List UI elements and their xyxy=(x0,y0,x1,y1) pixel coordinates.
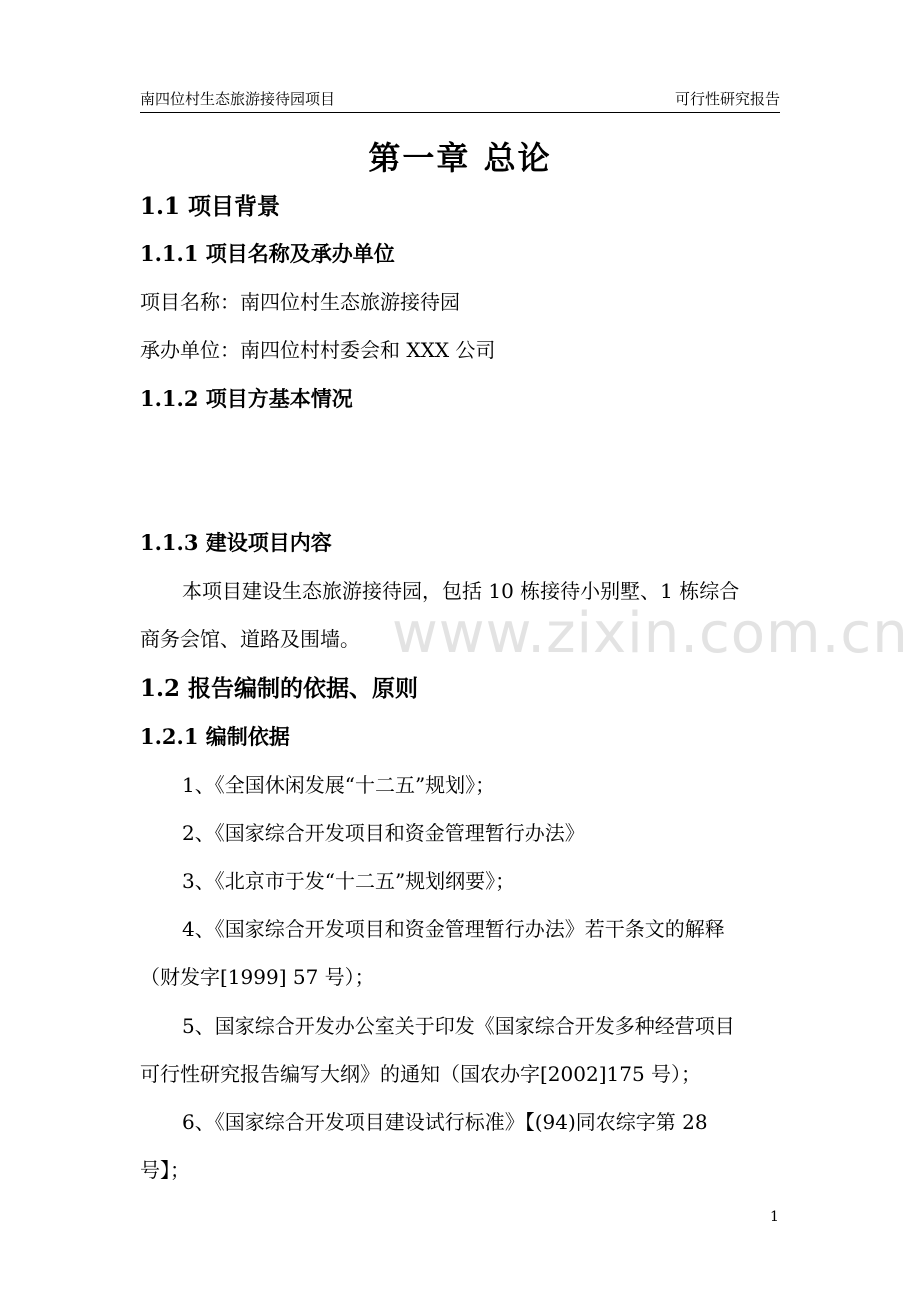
content-paragraph-line-2: 商务会馆、道路及围墙。 xyxy=(140,627,360,651)
project-name-line: 项目名称：南四位村生态旅游接待园 xyxy=(140,290,460,314)
basis-item-3: 3、《北京市于发“十二五”规划纲要》； xyxy=(182,869,516,893)
basis-item-5-line-2: 可行性研究报告编写大纲》的通知（国农办字[2002]175 号）； xyxy=(140,1062,702,1086)
basis-item-5-line-1: 5、国家综合开发办公室关于印发《国家综合开发多种经营项目 xyxy=(182,1014,735,1038)
header-project-title: 南四位村生态旅游接待园项目 xyxy=(140,90,336,108)
chapter-title: 第一章 总论 xyxy=(368,139,552,177)
section-heading-1-1-2: 1.1.2 项目方基本情况 xyxy=(140,386,353,411)
content-paragraph-line-1: 本项目建设生态旅游接待园，包括 10 栋接待小别墅、1 栋综合 xyxy=(182,579,740,603)
page-number: 1 xyxy=(770,1209,779,1225)
section-heading-1-1-1: 1.1.1 项目名称及承办单位 xyxy=(140,241,395,266)
section-heading-1-2: 1.2 报告编制的依据、原则 xyxy=(140,675,419,702)
organizer-line: 承办单位：南四位村村委会和 XXX 公司 xyxy=(140,338,496,362)
basis-item-6-line-2: 号】； xyxy=(140,1158,190,1182)
page-header xyxy=(140,86,780,113)
basis-item-2: 2、《国家综合开发项目和资金管理暂行办法》 xyxy=(182,821,585,845)
header-report-type: 可行性研究报告 xyxy=(674,90,780,108)
basis-item-6-line-1: 6、《国家综合开发项目建设试行标准》【(94)同农综字第 28 xyxy=(182,1110,708,1134)
section-heading-1-1-3: 1.1.3 建设项目内容 xyxy=(140,530,332,555)
basis-item-1: 1、《全国休闲发展“十二五”规划》； xyxy=(182,773,496,797)
section-heading-1-2-1: 1.2.1 编制依据 xyxy=(140,724,290,749)
watermark: www.zixin.com.cn xyxy=(392,601,909,666)
section-heading-1-1: 1.1 项目背景 xyxy=(140,193,281,220)
basis-item-4-line-2: （财发字[1999] 57 号）； xyxy=(140,965,375,989)
basis-item-4-line-1: 4、《国家综合开发项目和资金管理暂行办法》若干条文的解释 xyxy=(182,917,725,941)
